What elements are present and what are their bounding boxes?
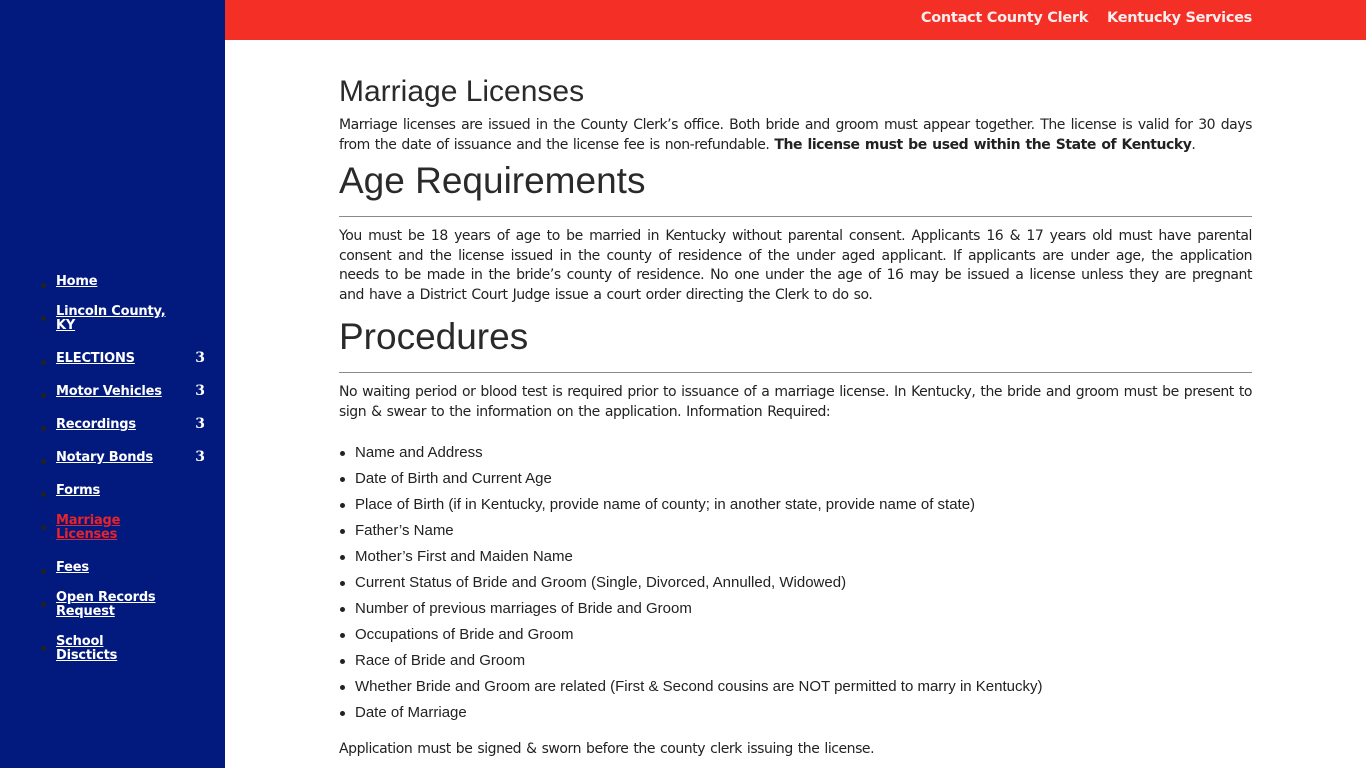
sidebar bbox=[0, 0, 225, 768]
intro-bold-text: The license must be used within the State of Kentucky bbox=[774, 136, 1192, 153]
top-links bbox=[921, 10, 1252, 26]
sidebar-item-school-districts[interactable] bbox=[40, 635, 210, 664]
list-item: Date of Marriage bbox=[339, 700, 1252, 726]
contact-county-clerk-link[interactable]: Contact County Clerk bbox=[920, 10, 1089, 26]
sidebar-item-elections[interactable] bbox=[40, 349, 210, 367]
sidebar-link-recordings[interactable]: Recordings bbox=[56, 417, 136, 432]
sidebar-item-marriage-licenses[interactable] bbox=[40, 514, 210, 543]
intro-text: Marriage licenses are issued in the County Clerk’s office. Both bride and groom must appear together. The license is valid for 30 days from the date of issuance and the license fee is non-refundable. bbox=[339, 117, 1252, 153]
sidebar-item-forms[interactable] bbox=[40, 481, 210, 499]
list-item: Occupations of Bride and Groom bbox=[339, 622, 1252, 648]
list-item: Number of previous marriages of Bride and Groom bbox=[339, 596, 1252, 622]
sidebar-item-home[interactable] bbox=[40, 272, 210, 290]
top-navigation-bar bbox=[225, 0, 1366, 40]
sidebar-item-notary-bonds[interactable] bbox=[40, 448, 210, 466]
sidebar-nav bbox=[40, 272, 210, 679]
sidebar-item-open-records-request[interactable] bbox=[40, 591, 210, 620]
sidebar-link-lincoln-county[interactable]: Lincoln County, KY bbox=[56, 304, 166, 333]
sidebar-link-marriage-licenses[interactable]: Marriage Licenses bbox=[56, 513, 121, 542]
sidebar-link-elections[interactable]: ELECTIONS bbox=[56, 351, 135, 366]
sidebar-link-school-districts[interactable]: School Discticts bbox=[56, 634, 118, 663]
sidebar-item-fees[interactable] bbox=[40, 558, 210, 576]
procedures-heading: Procedures bbox=[339, 316, 529, 357]
sidebar-link-motor-vehicles[interactable]: Motor Vehicles bbox=[56, 384, 162, 399]
submenu-count-badge[interactable]: 3 bbox=[195, 350, 205, 366]
section-divider bbox=[339, 216, 1252, 217]
list-item: Whether Bride and Groom are related (First & Second cousins are NOT permitted to marry in Kentucky) bbox=[339, 674, 1252, 700]
intro-end: . bbox=[1191, 136, 1196, 153]
page-title: Marriage Licenses bbox=[339, 75, 585, 108]
list-item: Date of Birth and Current Age bbox=[339, 466, 1252, 492]
sidebar-link-open-records-request[interactable]: Open Records Request bbox=[56, 590, 156, 619]
submenu-count-badge[interactable]: 3 bbox=[195, 383, 205, 399]
submenu-count-badge[interactable]: 3 bbox=[195, 416, 205, 432]
age-requirements-text: You must be 18 years of age to be married in Kentucky without parental consent. Applicants 16 & 17 years old must have parental consent and the license issued in the county of residence of the under aged applicant. If applicants are under age, the application needs to be made in the bride’s county of residence. No one under the age of 16 may be issued a license unless they are pregnant and have a District Court Judge issue a court order directing the Clerk to do so. bbox=[339, 228, 1252, 303]
age-requirements-heading: Age Requirements bbox=[339, 160, 646, 201]
list-item: Place of Birth (if in Kentucky, provide name of county; in another state, provide name of state) bbox=[339, 492, 1252, 518]
sidebar-item-lincoln-county[interactable] bbox=[40, 305, 210, 334]
sidebar-item-motor-vehicles[interactable] bbox=[40, 382, 210, 400]
application-footer-text: Application must be signed & sworn before the county clerk issuing the license. bbox=[339, 741, 875, 757]
list-item: Mother’s First and Maiden Name bbox=[339, 544, 1252, 570]
list-item: Current Status of Bride and Groom (Single, Divorced, Annulled, Widowed) bbox=[339, 570, 1252, 596]
sidebar-link-home[interactable]: Home bbox=[56, 274, 98, 289]
information-required-list bbox=[339, 440, 1252, 726]
list-item: Race of Bride and Groom bbox=[339, 648, 1252, 674]
intro-paragraph bbox=[339, 116, 1252, 155]
main-content bbox=[339, 74, 1252, 760]
sidebar-link-notary-bonds[interactable]: Notary Bonds bbox=[56, 450, 153, 465]
sidebar-link-forms[interactable]: Forms bbox=[56, 483, 100, 498]
submenu-count-badge[interactable]: 3 bbox=[195, 449, 205, 465]
list-item: Father’s Name bbox=[339, 518, 1252, 544]
procedures-text: No waiting period or blood test is required prior to issuance of a marriage license. In Kentucky, the bride and groom must be present to sign & swear to the information on the application. Information Required: bbox=[339, 384, 1252, 420]
list-item: Name and Address bbox=[339, 440, 1252, 466]
sidebar-link-fees[interactable]: Fees bbox=[56, 560, 89, 575]
sidebar-item-recordings[interactable] bbox=[40, 415, 210, 433]
kentucky-services-link[interactable]: Kentucky Services bbox=[1107, 10, 1252, 26]
section-divider bbox=[339, 372, 1252, 373]
